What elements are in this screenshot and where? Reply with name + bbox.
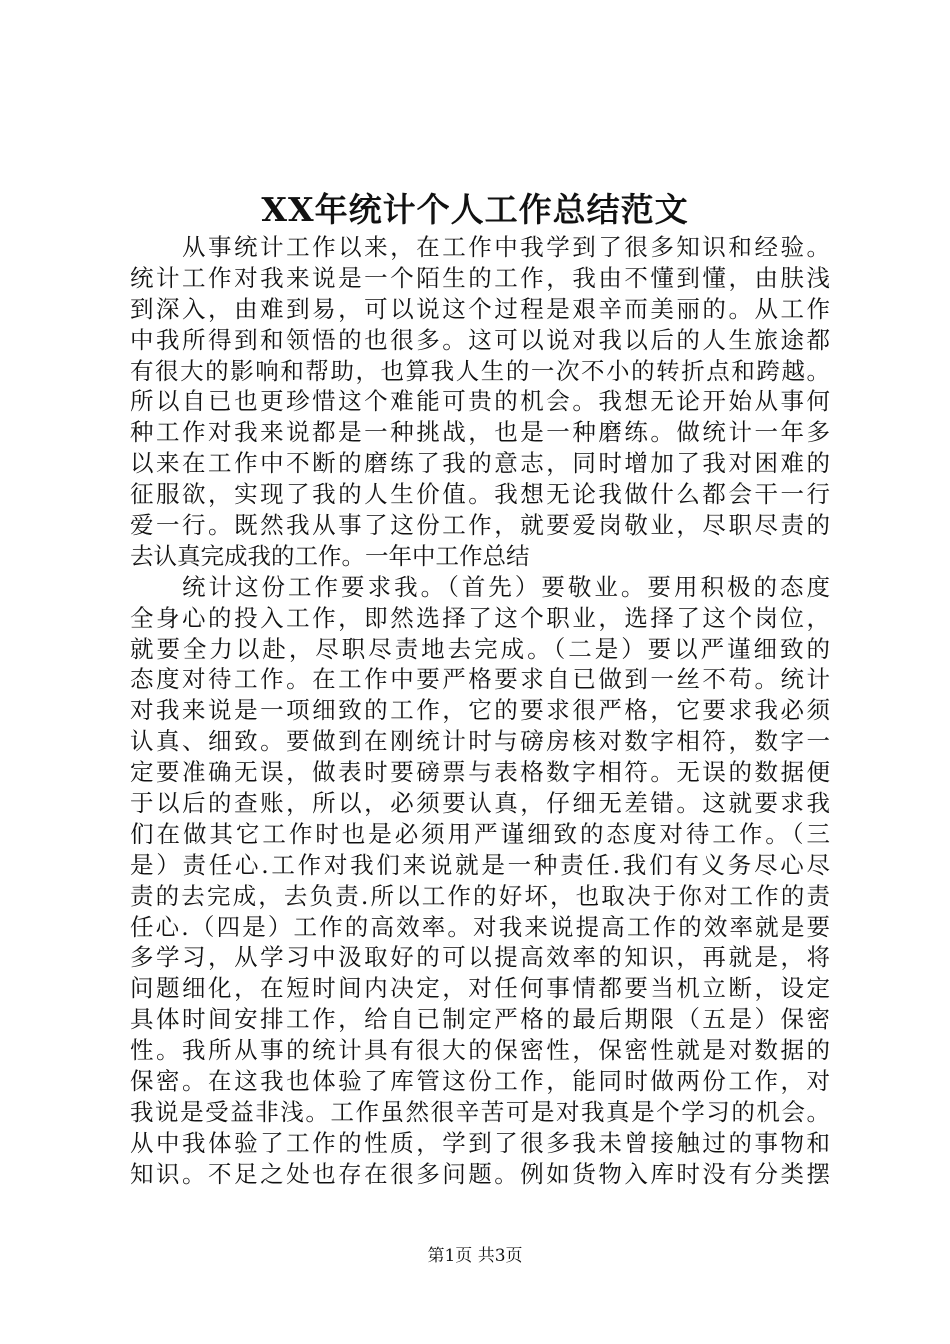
text-line: 就要全力以赴，尽职尽责地去完成。（二是）要以严谨细致的 [130, 634, 830, 663]
text-line: 从中我体验了工作的性质，学到了很多我未曾接触过的事物和 [130, 1128, 830, 1157]
page-footer: 第1页 共3页 [427, 1246, 523, 1266]
text-line: 我说是受益非浅。工作虽然很辛苦可是对我真是个学习的机会。 [130, 1097, 830, 1126]
text-line: 以来在工作中不断的磨练了我的意志，同时增加了我对困难的 [130, 449, 830, 478]
text-line: 种工作对我来说都是一种挑战，也是一种磨练。做统计一年多 [130, 418, 830, 447]
text-line: 有很大的影响和帮助，也算我人生的一次不小的转折点和跨越。 [130, 356, 830, 385]
text-line: 于以后的查账，所以，必须要认真，仔细无差错。这就要求我 [130, 789, 830, 818]
text-line: 问题细化，在短时间内决定，对任何事情都要当机立断，设定 [130, 974, 830, 1003]
text-line: 多学习，从学习中汲取好的可以提高效率的知识，再就是，将 [130, 943, 830, 972]
text-line: 任心.（四是）工作的高效率。对我来说提高工作的效率就是要 [130, 912, 830, 941]
paragraph-first-line: 统计这份工作要求我。（首先）要敬业。要用积极的态度 [182, 572, 830, 601]
document-body [130, 232, 830, 1190]
text-line: 性。我所从事的统计具有很大的保密性，保密性就是对数据的 [130, 1036, 830, 1065]
text-line: 认真、细致。要做到在刚统计时与磅房核对数字相符，数字一 [130, 727, 830, 756]
text-line: 所以自已也更珍惜这个难能可贵的机会。我想无论开始从事何 [130, 387, 830, 416]
text-line: 中我所得到和领悟的也很多。这可以说对我以后的人生旅途都 [130, 325, 830, 354]
text-line: 们在做其它工作时也是必须用严谨细致的态度对待工作。（三 [130, 819, 830, 848]
text-line: 爱一行。既然我从事了这份工作，就要爱岗敬业，尽职尽责的 [130, 511, 830, 540]
text-line: 保密。在这我也体验了库管这份工作，能同时做两份工作，对 [130, 1067, 830, 1096]
text-line: 具体时间安排工作，给自已制定严格的最后期限（五是）保密 [130, 1005, 830, 1034]
document-title: XX年统计个人工作总结范文 [261, 190, 689, 229]
text-line: 到深入，由难到易，可以说这个过程是艰辛而美丽的。从工作 [130, 294, 830, 323]
text-line: 知识。不足之处也存在很多问题。例如货物入库时没有分类摆 [130, 1159, 830, 1188]
paragraph-first-line: 从事统计工作以来，在工作中我学到了很多知识和经验。 [182, 233, 830, 261]
text-line: 态度对待工作。在工作中要严格要求自已做到一丝不苟。统计 [130, 665, 830, 694]
text-line: 责的去完成，去负责.所以工作的好坏，也取决于你对工作的责 [130, 881, 830, 910]
text-line: 全身心的投入工作，即然选择了这个职业，选择了这个岗位， [130, 603, 830, 632]
text-line: 对我来说是一项细致的工作，它的要求很严格，它要求我必须 [130, 696, 830, 725]
text-line: 定要准确无误，做表时要磅票与表格数字相符。无误的数据便 [130, 758, 830, 787]
text-line: 是）责任心.工作对我们来说就是一种责任.我们有义务尽心尽 [130, 850, 830, 879]
text-line: 征服欲，实现了我的人生价值。我想无论我做什么都会干一行 [130, 480, 830, 509]
text-line: 去认真完成我的工作。一年中工作总结 [130, 541, 530, 570]
text-line: 统计工作对我来说是一个陌生的工作，我由不懂到懂，由肤浅 [130, 263, 830, 292]
